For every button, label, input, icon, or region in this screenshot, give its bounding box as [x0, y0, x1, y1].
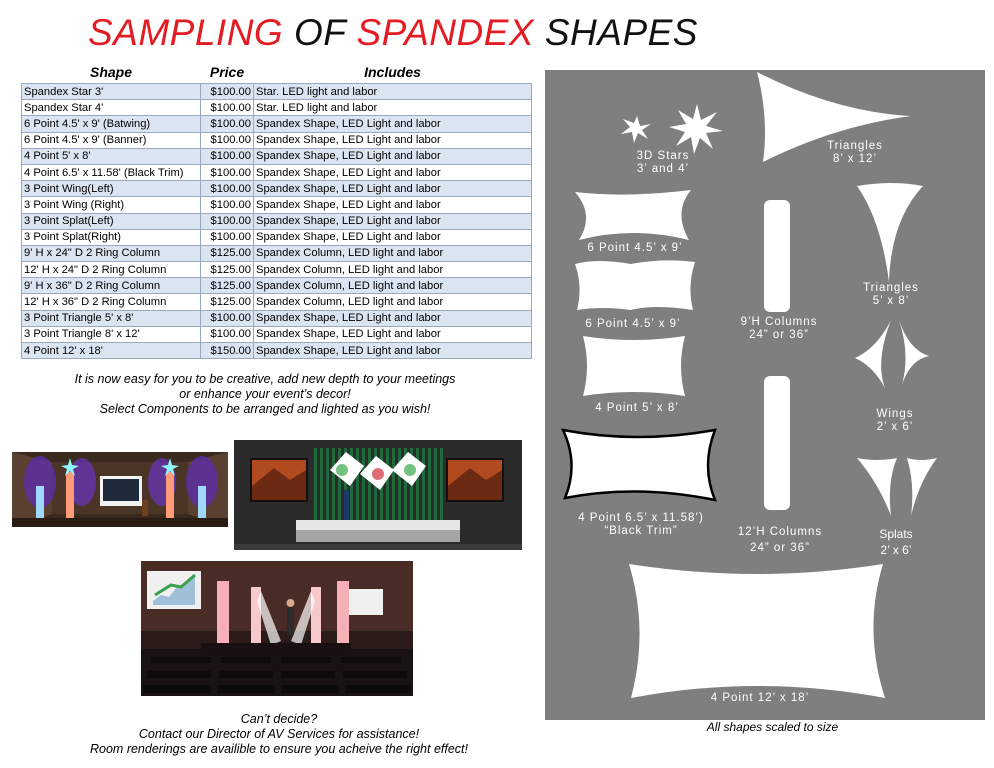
table-header-row: [22, 64, 532, 84]
contact-line-3: Room renderings are availible to ensure you acheive the right effect!: [90, 742, 468, 756]
contact-line-1: Can’t decide?: [240, 712, 318, 726]
includes-cell: Spandex Column, LED light and labor: [254, 294, 532, 310]
label-black-trim: 4 Point 6.5’ x 11.58’) “Black Trim”: [578, 512, 704, 537]
includes-cell: Star. LED light and labor: [254, 84, 532, 100]
table-row: [22, 116, 532, 132]
table-row: [22, 245, 532, 261]
label-four-point-small: 4 Point 5’ x 8’: [595, 402, 679, 414]
includes-cell: Spandex Shape, LED Light and labor: [254, 181, 532, 197]
stage-screens-photo: [234, 440, 522, 550]
shape-cell: 3 Point Wing(Left): [22, 181, 201, 197]
six-point-banner-shape: [575, 260, 695, 310]
table-row: [22, 132, 532, 148]
header-includes: Includes: [364, 64, 421, 80]
wing-left-shape: [855, 320, 891, 388]
price-cell: $100.00: [201, 148, 254, 164]
price-cell: $100.00: [201, 164, 254, 180]
table-row: [22, 294, 532, 310]
price-table: [21, 64, 532, 359]
contact-line-2: Contact our Director of AV Services for assistance!: [138, 727, 420, 741]
star-large-shape: [669, 104, 723, 154]
includes-cell: Spandex Shape, LED Light and labor: [254, 148, 532, 164]
price-cell: $100.00: [201, 181, 254, 197]
shape-cell: 4 Point 12' x 18': [22, 343, 201, 359]
shape-cell: 3 Point Splat(Left): [22, 213, 201, 229]
price-cell: $125.00: [201, 294, 254, 310]
shape-cell: 6 Point 4.5' x 9' (Banner): [22, 132, 201, 148]
label-six-point-batwing: 6 Point 4.5’ x 9’: [587, 242, 683, 254]
table-row: [22, 197, 532, 213]
shape-cell: Spandex Star 3': [22, 84, 201, 100]
includes-cell: Spandex Column, LED light and labor: [254, 262, 532, 278]
label-four-point-large: 4 Point 12’ x 18’: [710, 692, 810, 704]
price-cell: $100.00: [201, 213, 254, 229]
table-row: [22, 213, 532, 229]
price-cell: $125.00: [201, 245, 254, 261]
wing-right-shape: [899, 320, 929, 388]
label-3d-stars: 3D Stars 3’ and 4’: [636, 150, 690, 175]
ballroom-rendering-photo: [141, 561, 413, 696]
table-row: [22, 164, 532, 180]
shape-cell: 4 Point 6.5' x 11.58' (Black Trim): [22, 164, 201, 180]
four-point-large-shape: [629, 564, 885, 698]
price-cell: $100.00: [201, 100, 254, 116]
label-splats: Splats 2’ x 6’: [879, 527, 913, 557]
header-shape: Shape: [89, 64, 132, 80]
price-cell: $100.00: [201, 132, 254, 148]
room-columns-photo: [12, 452, 228, 527]
table-row: [22, 262, 532, 278]
includes-cell: Spandex Shape, LED Light and labor: [254, 132, 532, 148]
label-9ft-columns: 9’H Columns 24” or 36”: [740, 316, 818, 341]
intro-line-3: Select Components to be arranged and lighted as you wish!: [99, 402, 431, 416]
label-wings: Wings 2’ x 6’: [876, 408, 914, 433]
table-row: [22, 84, 532, 100]
price-cell: $100.00: [201, 326, 254, 342]
includes-cell: Spandex Column, LED light and labor: [254, 278, 532, 294]
table-row: [22, 148, 532, 164]
shape-cell: 12' H x 36" D 2 Ring Column: [22, 294, 201, 310]
includes-cell: Spandex Shape, LED Light and labor: [254, 197, 532, 213]
label-triangles-small: Triangles 5’ x 8’: [863, 282, 919, 307]
includes-cell: Spandex Shape, LED Light and labor: [254, 164, 532, 180]
four-point-black-trim-shape: [563, 430, 715, 500]
includes-cell: Spandex Shape, LED Light and labor: [254, 343, 532, 359]
table-row: [22, 100, 532, 116]
page-title: [88, 12, 698, 54]
price-cell: $100.00: [201, 310, 254, 326]
shape-cell: Spandex Star 4': [22, 100, 201, 116]
price-cell: $100.00: [201, 84, 254, 100]
scale-caption: All shapes scaled to size: [706, 720, 839, 734]
title-word-of: OF: [294, 12, 346, 53]
shape-cell: 9' H x 36" D 2 Ring Column: [22, 278, 201, 294]
table-row: [22, 310, 532, 326]
price-cell: $100.00: [201, 229, 254, 245]
four-point-small-shape: [583, 336, 685, 396]
splat-left-shape: [857, 458, 897, 516]
label-triangles-large: Triangles 8’ x 12’: [827, 140, 883, 165]
table-row: [22, 343, 532, 359]
label-six-point-banner: 6 Point 4.5’ x 9’: [585, 318, 681, 330]
price-cell: $125.00: [201, 262, 254, 278]
title-word-sampling: SAMPLING: [88, 12, 284, 53]
title-word-shapes: SHAPES: [544, 12, 698, 53]
price-cell: $100.00: [201, 197, 254, 213]
includes-cell: Star. LED light and labor: [254, 100, 532, 116]
includes-cell: Spandex Shape, LED Light and labor: [254, 229, 532, 245]
intro-text: [20, 372, 510, 417]
table-row: [22, 229, 532, 245]
triangle-small-shape: [857, 183, 923, 282]
table-row: [22, 181, 532, 197]
column-12ft-shape: [764, 376, 790, 510]
shape-cell: 3 Point Triangle 5' x 8': [22, 310, 201, 326]
shape-cell: 9' H x 24" D 2 Ring Column: [22, 245, 201, 261]
price-cell: $125.00: [201, 278, 254, 294]
shape-cell: 3 Point Splat(Right): [22, 229, 201, 245]
shapes-panel: [545, 70, 985, 720]
includes-cell: Spandex Shape, LED Light and labor: [254, 116, 532, 132]
header-price: Price: [209, 64, 245, 80]
six-point-batwing-shape: [575, 190, 691, 240]
label-12ft-columns: 12’H Columns 24” or 36”: [737, 526, 823, 554]
includes-cell: Spandex Shape, LED Light and labor: [254, 310, 532, 326]
intro-line-1: It is now easy for you to be creative, add new depth to your meetings: [74, 372, 456, 386]
includes-cell: Spandex Shape, LED Light and labor: [254, 326, 532, 342]
splat-right-shape: [907, 458, 937, 516]
shape-cell: 3 Point Triangle 8' x 12': [22, 326, 201, 342]
intro-line-2: or enhance your event’s decor!: [179, 387, 351, 401]
shape-cell: 3 Point Wing (Right): [22, 197, 201, 213]
price-cell: $100.00: [201, 116, 254, 132]
contact-text: [20, 712, 538, 757]
star-small-shape: [621, 116, 651, 143]
title-word-spandex: SPANDEX: [356, 12, 535, 53]
table-row: [22, 326, 532, 342]
price-cell: $150.00: [201, 343, 254, 359]
includes-cell: Spandex Shape, LED Light and labor: [254, 213, 532, 229]
shape-cell: 4 Point 5' x 8': [22, 148, 201, 164]
includes-cell: Spandex Column, LED light and labor: [254, 245, 532, 261]
shape-cell: 6 Point 4.5' x 9' (Batwing): [22, 116, 201, 132]
column-9ft-shape: [764, 200, 790, 312]
table-row: [22, 278, 532, 294]
shape-cell: 12' H x 24" D 2 Ring Column: [22, 262, 201, 278]
